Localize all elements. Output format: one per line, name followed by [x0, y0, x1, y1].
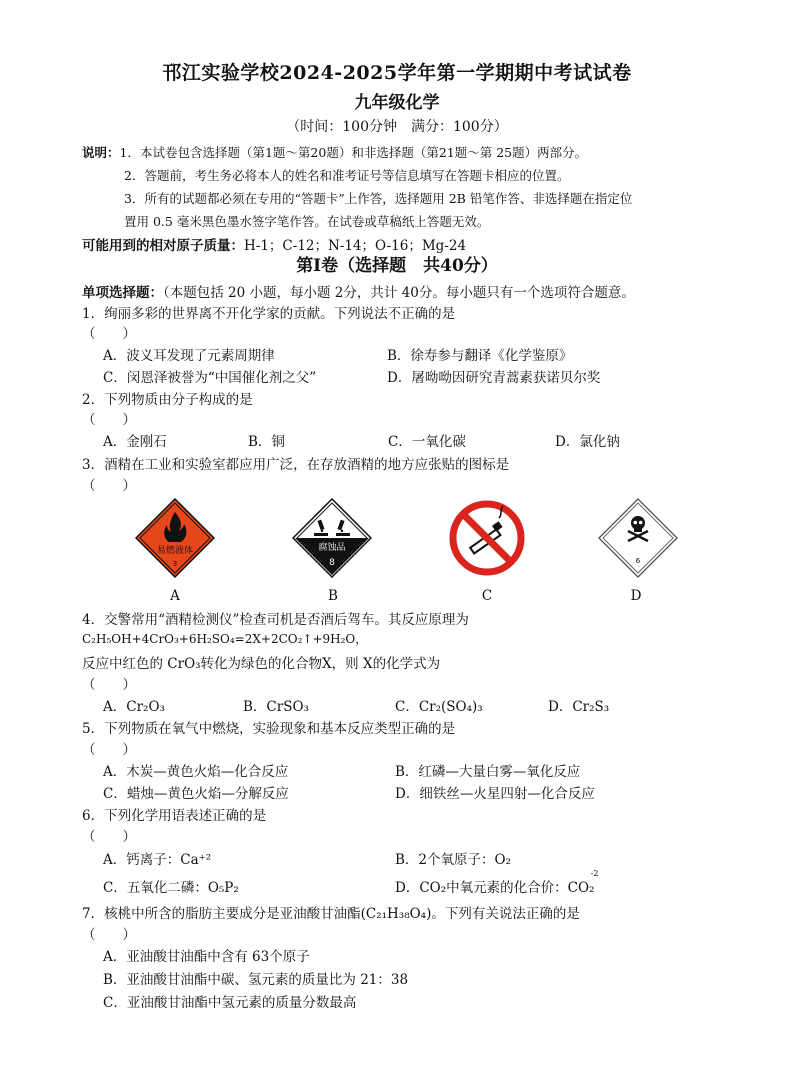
- q7-option-b: B．亚油酸甘油酯中碳、氢元素的质量比为 21：38: [103, 972, 409, 988]
- q6-option-a: A．钙离子：Ca⁺²: [103, 852, 212, 868]
- q4-blank: （ ）: [82, 677, 136, 693]
- sign-d-number: 6: [635, 557, 641, 565]
- note-1: 1．本试卷包含选择题（第1题～第20题）和非选择题（第21题～第 25题）两部分。: [119, 145, 588, 160]
- q6-option-d-prefix: D．CO₂中氧元素的化合价：: [395, 880, 568, 896]
- q5-option-a: A．木炭—黄色火焰—化合反应: [103, 764, 289, 780]
- corrosive-sign-icon: [292, 498, 372, 578]
- toxic-sign-icon: [598, 498, 678, 578]
- note-2: 2．答题前，考生务必将本人的姓名和准考证号等信息填写在答题卡相应的位置。: [124, 168, 570, 183]
- q2-option-b: B．铜: [248, 434, 285, 450]
- q7-stem: 7．核桃中所含的脂肪主要成分是亚油酸甘油酯(C₂₁H₃₈O₄)。下列有关说法正确的是: [82, 906, 580, 922]
- q4-option-b: B．CrSO₃: [243, 699, 309, 715]
- q1-stem: 1．绚丽多彩的世界离不开化学家的贡献。下列说法不正确的是: [82, 306, 456, 322]
- q1-option-a: A．波义耳发现了元素周期律: [103, 348, 275, 364]
- exam-time-info: （时间：100分钟 满分：100分）: [286, 119, 508, 135]
- section-title: 第Ⅰ卷（选择题 共40分）: [296, 256, 498, 276]
- note-3a: 3．所有的试题都必须在专用的“答题卡”上作答，选择题用 2B 铅笔作答、非选择题在指定位: [124, 191, 633, 206]
- q1-blank: （ ）: [82, 326, 136, 342]
- sign-a-number: 3: [172, 560, 178, 568]
- sign-label-d: D: [630, 588, 642, 604]
- exam-subject: 九年级化学: [354, 93, 440, 113]
- sign-label-c: C: [481, 588, 493, 604]
- q4-option-a: A．Cr₂O₃: [103, 699, 165, 715]
- q7-blank: （ ）: [82, 927, 136, 943]
- q4-option-d: D．Cr₂S₃: [548, 699, 610, 715]
- q2-stem: 2．下列物质由分子构成的是: [82, 392, 253, 408]
- q6-option-c: C．五氧化二磷：O₅P₂: [103, 880, 239, 896]
- q2-option-a: A．金刚石: [103, 434, 167, 450]
- notes-line-1: [82, 143, 587, 161]
- q4-equation: C₂H₅OH+4CrO₃+6H₂SO₄=2X+2CO₂↑+9H₂O，: [82, 632, 368, 646]
- note-3b: 置用 0.5 毫米黑色墨水签字笔作答。在试卷或草稿纸上答题无效。: [124, 214, 490, 229]
- no-smoking-sign-icon: [447, 498, 527, 578]
- sign-a-text: 易燃液体: [156, 546, 194, 556]
- sign-label-a: A: [170, 588, 180, 604]
- sign-b-number: 8: [329, 558, 335, 568]
- q5-option-c: C．蜡烛—黄色火焰—分解反应: [103, 786, 289, 802]
- q6-option-d-formula-wrap: [567, 869, 599, 896]
- q6-option-d: [395, 869, 599, 896]
- q4-stem: 4．交警常用“酒精检测仪”检查司机是否酒后驾车。其反应原理为: [82, 612, 469, 628]
- q3-stem: 3．酒精在工业和实验室都应用广泛，在存放酒精的地方应张贴的图标是: [82, 457, 510, 473]
- q6-option-b: B．2个氧原子：O₂: [395, 852, 511, 868]
- q1-option-d: D．屠呦呦因研究青蒿素获诺贝尔奖: [387, 370, 601, 386]
- q5-option-d: D．细铁丝—火星四射—化合反应: [395, 786, 595, 802]
- q2-option-d: D．氯化钠: [555, 434, 620, 450]
- q6-stem: 6．下列化学用语表述正确的是: [82, 808, 267, 824]
- q5-stem: 5．下列物质在氧气中燃烧，实验现象和基本反应类型正确的是: [82, 721, 456, 737]
- q4-option-c: C．Cr₂(SO₄)₃: [395, 699, 483, 715]
- q5-blank: （ ）: [82, 742, 136, 758]
- q5-option-b: B．红磷—大量白雾—氧化反应: [395, 764, 581, 780]
- sign-b-text: 腐蚀品: [318, 543, 346, 553]
- section-instructions: [82, 281, 635, 301]
- sign-label-b: B: [328, 588, 338, 604]
- q3-blank: （ ）: [82, 478, 136, 494]
- q4-stem-2: 反应中红色的 CrO₃转化为绿色的化合物X，则 X的化学式为: [82, 656, 441, 672]
- q7-option-a: A．亚油酸甘油酯中含有 63个原子: [103, 949, 310, 965]
- atomic-mass-label: 可能用到的相对原子质量：: [82, 238, 244, 254]
- notes-label: 说明：: [82, 145, 120, 160]
- exam-title: 邗江实验学校2024-2025学年第一学期期中考试试卷: [162, 62, 632, 84]
- q2-option-c: C．一氧化碳: [388, 434, 466, 450]
- q2-blank: （ ）: [82, 412, 136, 428]
- section-instr-label: 单项选择题：: [82, 285, 163, 301]
- section-instr-text: （本题包括 20 小题，每小题 2分，共计 40分。每小题只有一个选项符合题意。: [163, 285, 635, 301]
- q6-blank: （ ）: [82, 829, 136, 845]
- q7-option-c: C．亚油酸甘油酯中氢元素的质量分数最高: [103, 995, 357, 1011]
- atomic-mass-values: H-1；C-12；N-14；O-16；Mg-24: [244, 238, 467, 254]
- q6-option-d-formula: CO₂: [567, 880, 595, 896]
- q6-option-d-valence: -2: [590, 869, 599, 878]
- q1-option-c: C．闵恩泽被誉为“中国催化剂之父”: [103, 370, 317, 386]
- flammable-liquid-sign-icon: [135, 498, 215, 578]
- q1-option-b: B．徐寿参与翻译《化学鉴原》: [387, 348, 573, 364]
